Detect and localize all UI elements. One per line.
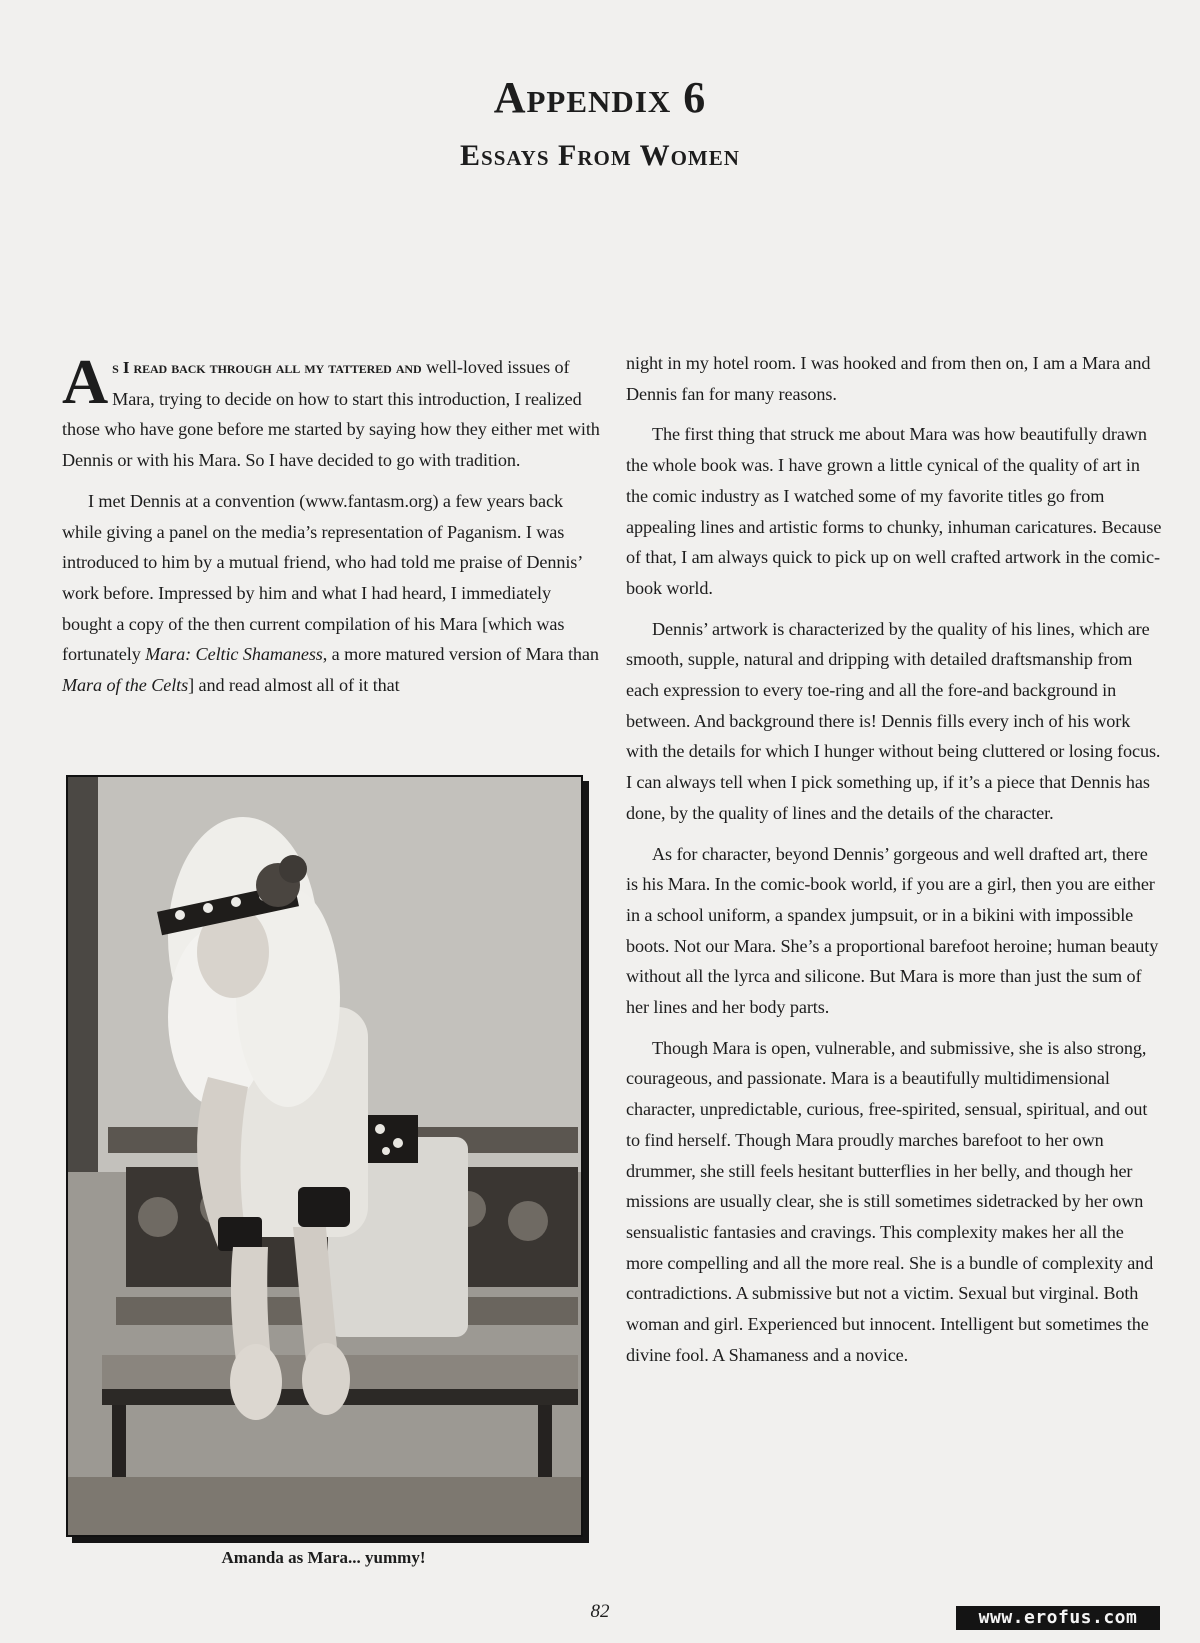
book-title-mara-of-the-celts: Mara of the Celts: [62, 675, 189, 696]
essay-paragraph-5: As for character, beyond Dennis’ gorgeous and well drafted art, there is his Mara. In the comic-book world, if you are a girl, then you are either in a school uniform, a spandex jumpsuit, or in a bikini with impossible boots. Not our Mara. She’s a proportional barefoot heroine; human beauty without all the lyrca and silicone. But Mara is more than just the sum of her lines and her body parts.: [626, 843, 1159, 1018]
paragraph-2-text-c: ] and read almost all of it that: [188, 675, 400, 696]
paragraph-2-text-b: , a more matured version of Mara than: [322, 644, 599, 665]
essay-paragraph-2-continued: night in my hotel room. I was hooked and from then on, I am a Mara and Dennis fan for many reasons.: [626, 353, 1151, 404]
lead-in-small-caps: s I read back through all my tattered and: [112, 358, 422, 377]
essay-paragraph-2: [62, 486, 602, 701]
page-number: 82: [590, 1601, 610, 1622]
essay-paragraph-4: Dennis’ artwork is characterized by the quality of his lines, which are smooth, supple, natural and dripping with detailed draftsmanship from each expression to every toe-ring and all the fore-and background in between. And background there is! Dennis fills every inch of his work with the details for which I hunger without being cluttered or losing focus. I can always tell when I pick something up, if it’s a piece that Dennis has done, by the quality of lines and the details of the character.: [626, 618, 1161, 823]
photo-caption: Amanda as Mara... yummy!: [221, 1548, 426, 1567]
essay-paragraph-3: The first thing that struck me about Mara was how beautifully drawn the whole book was. I have grown a little cynical of the quality of art in the comic industry as I watched some of my favorite titles go from appealing lines and artistic forms to chunky, inhuman caricatures. Because of that, I am always quick to pick up on well crafted artwork in the comic-book world.: [626, 424, 1162, 598]
appendix-title: Appendix 6: [493, 73, 707, 122]
appendix-subtitle: Essays From Women: [460, 139, 740, 172]
paragraph-2-text-a: I met Dennis at a convention (www.fantasm.org) a few years back while giving a panel on the media’s representation of Paganism. I was introduced to him by a mutual friend, who had told me praise of Dennis’ work before. Impressed by him and what I had heard, I immediately bought a copy of the then current compilation of his Mara [which was fortunately: [62, 490, 582, 665]
photo-illustration: [68, 777, 581, 1535]
paragraph-1-text: well-loved issues of Mara, trying to decide on how to start this introduction, I realized those who have gone before me started by saying how they either met with Dennis or with his Mara. So I have decided to go with tradition.: [62, 357, 600, 471]
essay-paragraph-1: [62, 346, 602, 476]
site-watermark: www.erofus.com: [956, 1606, 1160, 1630]
book-title-celtic-shamaness: Mara: Celtic Shamaness: [145, 644, 323, 665]
essay-column-left: [62, 346, 602, 701]
essay-paragraph-6: Though Mara is open, vulnerable, and submissive, she is also strong, courageous, and passionate. Mara is a beautifully multidimensional character, unpredictable, curious, free-spirited, sensual, spiritual, and out to find herself. Though Mara proudly marches barefoot to her own drummer, she still feels hesitant butterflies in her belly, and though her missions are usually clear, she is still sometimes sidetracked by her own sensualistic fantasies and cravings. This complexity makes her all the more compelling and all the more real. She is a bundle of complexity and contradictions. A submissive but not a victim. Sexual but virginal. Both woman and girl. Experienced but innocent. Intelligent but sometimes the divine fool. A Shamaness and a novice.: [626, 1037, 1154, 1365]
drop-cap: A: [62, 346, 109, 417]
essay-column-right: [626, 348, 1162, 1371]
photo-amanda-as-mara: [66, 775, 583, 1537]
